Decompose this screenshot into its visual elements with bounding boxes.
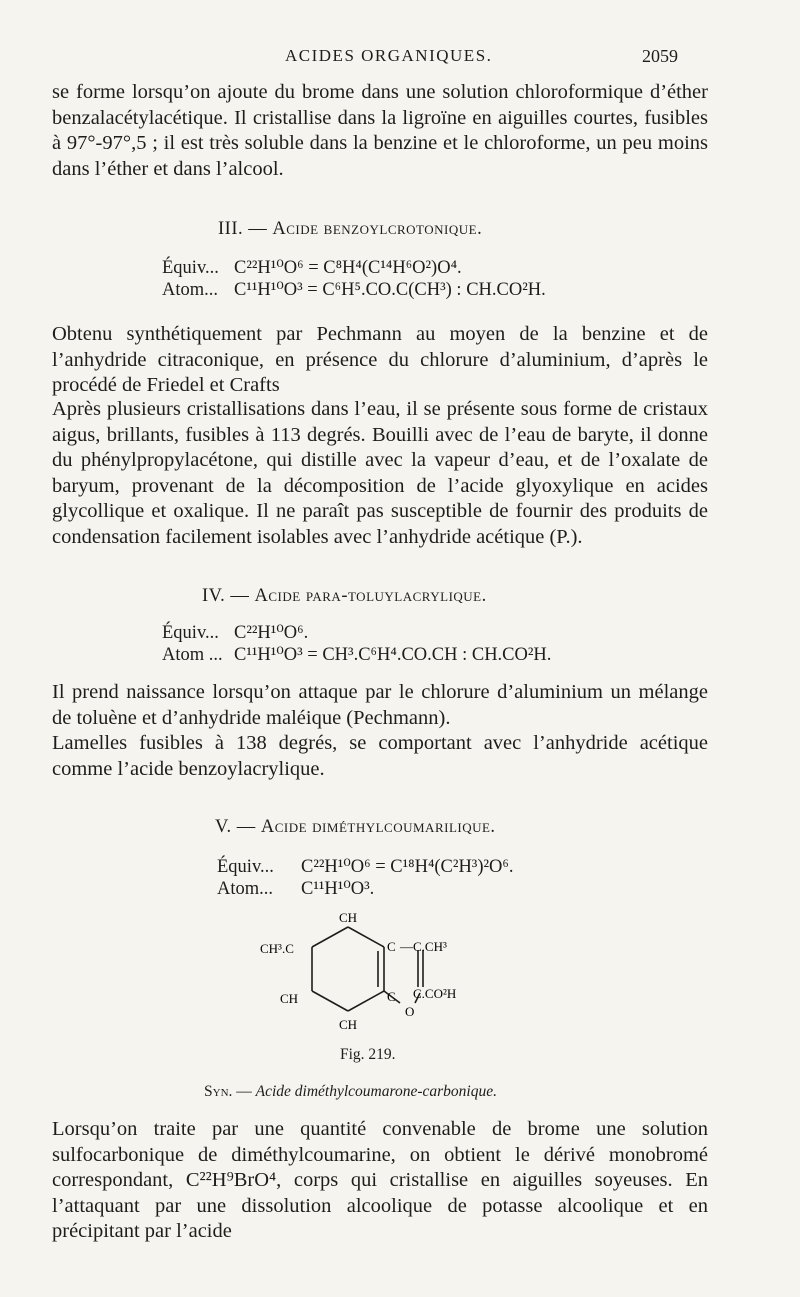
paragraph-synthesis: Obtenu synthétiquement par Pechmann au moyen de la benzine et de l’anhydride citraconique, en présence du chlorure d’aluminium, d’après le procédé de Friedel et Crafts [52, 323, 708, 397]
label-bottom-ch: CH [338, 1017, 358, 1032]
formula-text: C²²H¹⁰O⁶. [234, 623, 309, 643]
paragraph-formation: Il prend naissance lorsqu’on attaque par le chlorure d’aluminium un mélange de toluène et d’anhydride maléique (Pechmann). [52, 681, 708, 729]
formula-label: Atom... [162, 280, 219, 300]
formula-atom-iii [162, 279, 546, 301]
formula-text: C¹¹H¹⁰O³. [301, 879, 375, 899]
paragraph-properties: Après plusieurs cristallisations dans l’eau, il se présente sous forme de cristaux aigus, brillants, fusibles à 113 degrés. Bouilli avec de l’eau de baryte, il donne du phénylpropylacétone, qui distille avec la vapeur d’eau, et de l’oxalate de baryum, provenant de la décomposition de l’acide glyoxylique en acides glycollique et oxalique. Il ne paraît pas susceptible de fournir des produits de condensation facilement isolables avec l’anhydride acétique (P.). [52, 398, 708, 548]
label-oxygen: O [405, 1004, 415, 1019]
formula-label: Équiv... [162, 258, 219, 278]
formula-equiv-v [217, 856, 514, 878]
formula-equiv-iii [162, 257, 462, 279]
structural-formula-figure [250, 905, 500, 1035]
bond [348, 991, 384, 1011]
bond [312, 927, 348, 947]
section-heading-iv [202, 586, 487, 607]
section-title: Acide benzoylcrotonique. [272, 219, 483, 239]
formula-label: Atom ... [162, 645, 223, 665]
synonym-name: Acide diméthylcoumarone-carbonique. [255, 1083, 497, 1100]
section-title: Acide para-toluylacrylique. [254, 586, 487, 606]
paragraph-bromination: Lorsqu’on traite par une quantité convenable de brome une solution sulfocarbonique de diméthylcoumarine, on obtient le dérivé monobromé correspondant, C²²H⁹BrO⁴, corps qui cristallise en aiguilles soyeuses. En l’attaquant par une dissolution alcoolique de potasse alcoolique et en précipitant par l’acide [52, 1118, 708, 1243]
label-left-ch: CH [280, 991, 299, 1006]
formula-text: C¹¹H¹⁰O³ = CH³.C⁶H⁴.CO.CH : CH.CO²H. [234, 645, 552, 665]
figure-caption: Fig. 219. [340, 1046, 396, 1063]
formula-equiv-iv [162, 622, 308, 644]
formula-label: Équiv... [217, 857, 274, 877]
paragraph-intro: se forme lorsqu’on ajoute du brome dans une solution chloroformique d’éther benzalacétylacétique. Il cristallise dans la ligroïne en aiguilles courtes, fusibles à 97°-97°,5 ; il est très soluble dans la benzine et le chloroforme, un peu moins dans l’éther et dans l’alcool. [52, 81, 708, 180]
running-head-title: ACIDES ORGANIQUES. [285, 46, 493, 65]
section-numeral: IV. — [202, 586, 255, 606]
running-head [0, 46, 800, 72]
label-ring-c2: C [387, 989, 396, 1004]
formula-atom-iv [162, 644, 551, 666]
formula-text: C²²H¹⁰O⁶ = C¹⁸H⁴(C²H³)²O⁶. [301, 857, 514, 877]
label-methyl-left: CH³.C [260, 941, 294, 956]
paragraph-lamelles: Lamelles fusibles à 138 degrés, se comportant avec l’anhydride acétique comme l’acide benzoylacrylique. [52, 732, 708, 780]
synonym-line [204, 1083, 497, 1101]
synonym-prefix: Syn. — [204, 1083, 256, 1100]
section-numeral: V. — [215, 817, 261, 837]
formula-label: Équiv... [162, 623, 219, 643]
section-heading-v [215, 817, 496, 838]
formula-atom-v [217, 878, 374, 900]
page-number: 2059 [642, 46, 678, 66]
bond [312, 991, 348, 1011]
label-top-ch: CH [338, 910, 358, 925]
formula-text: C¹¹H¹⁰O³ = C⁶H⁵.CO.C(CH³) : CH.CO²H. [234, 280, 546, 300]
label-ring-c: C [387, 939, 396, 954]
bond [348, 927, 384, 947]
label-methyl-right: —C.CH³ [400, 939, 447, 954]
formula-label: Atom... [217, 879, 274, 899]
formula-text: C²²H¹⁰O⁶ = C⁸H⁴(C¹⁴H⁶O²)O⁴. [234, 258, 462, 278]
benzene-ring-bonds [312, 927, 384, 1011]
label-carboxyl: C.CO²H [413, 986, 457, 1001]
section-heading-iii [218, 219, 482, 240]
section-numeral: III. — [218, 219, 273, 239]
section-title: Acide diméthylcoumarilique. [260, 817, 496, 837]
